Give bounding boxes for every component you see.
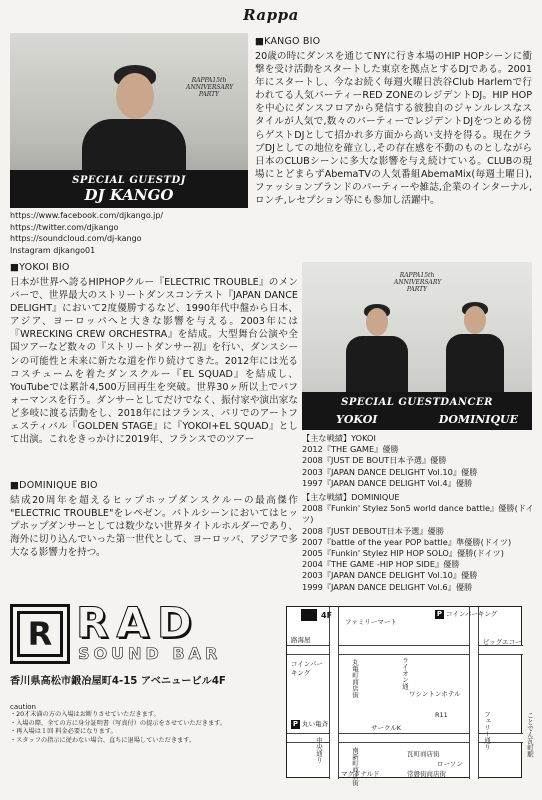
kango-bio-text: 20歳の時にダンスを通じてNYに行き本場のHIP HOPシーンに衝撃を受け活動をスタートした東京を拠点とするDJである。2001年にスタートし、今なお続く毎週火曜日渋谷Club Harlemで行われてる人気パーティーRED ZONEのレジデントDJ。HIP HOPを中心にダンスフロアから発信する彼独自のジャンルレスなスタイルが人気で,数々のパーティーでレジデントDJをつとめる傍らゲストDJとして招かれ多方面から高い支持を得る。現在クラブDJとしての地位を確立し,その存在感を不動のものとしながら日本のCLUBシーンに多大な影響を与え続けている。CLUBの現場にとどまらずAbemaTVの人気番組AbemaMix(毎週土曜日),ファッションブランドのパーティーや雑誌,企業のインターナル,ロンチ,レセプション等にも参加し活躍中。 [255,51,532,207]
map-label: P 丸い亀斉 [292,720,329,728]
logo-sound-bar: SOUND BAR [78,644,222,663]
caution-item: ・スタッフの指示に従わない場合、直ちに退場していただきます。 [10,736,196,744]
floor-label: 4F [321,611,333,620]
dj-kango-photo [10,33,248,208]
station-label: ことでん瓦町駅 [526,712,534,758]
photo-caption-guest-dancer: SPECIAL GUESTDANCER [341,397,493,408]
kango-bio-heading: ■KANGO BIO [255,36,321,47]
record-item: 2012『THE GAME』優勝 [302,444,399,455]
record-item: 2003『JAPAN DANCE DELIGHT Vol.10』優勝 [302,570,478,581]
venue-marker [301,609,317,621]
record-item: 2008『JUST DEBOUT日本予選』優勝 [302,525,444,536]
instagram-handle: Instagram djkango01 [10,245,96,255]
soundcloud-link[interactable]: https://soundcloud.com/dj-kango [10,234,142,243]
yokoi-bio-heading: ■YOKOI BIO [10,262,70,273]
facebook-link[interactable]: https://www.facebook.com/djkango.jp/ [10,211,164,220]
map-label: ビッグエコー [483,638,522,646]
map-label: 路海屋 [291,636,311,644]
record-item: 2003『JAPAN DANCE DELIGHT Vol.10』優勝 [302,466,478,477]
record-item: 2008『Funkin' Stylez 5on5 world dance battle』優勝(ドイツ) [302,503,534,525]
venue-map [286,606,522,786]
dominique-records [302,492,536,593]
record-item: 1997『JAPAN DANCE DELIGHT Vol.4』優勝 [302,477,473,488]
record-item: 1999『JAPAN DANCE DELIGHT Vol.6』優勝 [302,581,473,592]
caution-item: ・入場の際、全ての方に身分証明書（写真付）の提示をさせていただきます。 [10,719,227,727]
map-label: 中央通り [315,737,323,763]
map-label: サークルK [371,724,402,732]
photo-name-dominique: DOMINIQUE [438,413,518,426]
guest-dancer-photo [302,262,532,430]
photo-caption-guest: SPECIAL GUESTDJ [72,175,186,186]
map-label: マクドナルド [341,770,380,778]
photo-name-yokoi: YOKOI [336,413,378,426]
record-item: 2008『JUST DE BOUT日本予選』優勝 [302,455,447,466]
caution-notes [10,703,280,745]
yokoi-records [302,433,534,489]
anniversary-mark: RAPPA15th ANNIVERSARY PARTY [394,272,442,293]
venue-address: 香川県高松市鍛冶屋町4-15 アベニュービル4F [10,676,226,687]
map-label: 常磐街商店街 [407,770,446,778]
map-label: ファミリーマート [345,618,397,626]
logo-rad: RAD [76,598,200,647]
map-label: フェリー通り [483,711,491,750]
map-label: P コインパーキング [436,610,498,618]
twitter-link[interactable]: https://twitter.com/djkango [10,222,119,232]
map-label: 南新町商店街 [351,747,359,786]
records-heading: 【主な戦績】DOMINIQUE [302,492,400,502]
anniversary-mark: RAPPA15th ANNIVERSARY PARTY [186,77,234,98]
parking-icon: P [292,720,299,728]
map-label: 丸亀町商店街 [351,659,359,698]
map-label: ワシントンホテル [409,690,461,698]
r-emblem-icon: R [10,604,70,664]
map-label: 瓦町商店街 [407,750,440,758]
records-heading: 【主な戦績】YOKOI [302,433,376,443]
parking-icon: P [436,610,443,618]
rad-sound-bar-logo [10,598,280,666]
kango-links [10,210,250,256]
map-label: コインパーキング [291,660,323,677]
map-label: ライオン通 [401,657,409,690]
caution-title: caution [10,703,36,711]
rappa-logo: Rappa [243,6,299,24]
map-label: R11 [435,711,448,719]
photo-caption-name: DJ KANGO [84,186,174,204]
caution-item: ・再入場は１回 料金必要になります。 [10,728,117,736]
dominique-bio-text: 結成20周年を超えるヒップホップダンスクルーの最高傑作 "ELECTRIC TROUBLE"をレペゼン。バトルシーンにおいてはヒップホップダンサーとしては数少ない世界タイトルホルダーであり、海外に切り込んでいった第一世代として、ヨーロッパ、アジアで多大なる影響力を持つ。 [10,495,298,559]
record-item: 2007『battle of the year POP battle』準優勝(ドイツ) [302,536,512,547]
record-item: 2004『THE GAME -HIP HOP SIDE』優勝 [302,559,460,570]
dominique-bio-heading: ■DOMINIQUE BIO [10,480,98,491]
record-item: 2005『Funkin' Stylez HIP HOP SOLO』優勝(ドイツ) [302,548,504,559]
caution-item: ・20才未満の方の入場はお断りさせていただきます。 [10,711,160,719]
map-label: ローソン [437,760,463,768]
yokoi-bio-text: 日本が世界へ誇るHIPHOPクルー『ELECTRIC TROUBLE』のメンバーで、世界最大のストリートダンスコンテスト『JAPAN DANCE DELIGHT』において2度優勝するなど、1990年代中盤から日本、アジア、ヨーロッパへと大きな影響を与える。2003年には『WRECKING CREW ORCHESTRA』を結成。大型舞台公演や全国ツアーなど数々の『ストリートダンサー初』を行い、ダンスシーンの可能性と未来に新たな道を作り続けてきた。2012年には光るコスチュームを着たダンスクルー『EL SQUAD』を結成し、YouTubeでは累計4,500万回再生を突破。世界30ヶ所以上でパフォーマンスを行う。ダンサーとしてだけでなく、振付家や演出家など多岐に渡る活動をし、2018年にはフランス、パリでのアートフェスティバル『GOLDEN STAGE』に『YOKOI+EL SQUAD』として出演。これをきっかけに2019年、フランスでのツアー [10,277,298,446]
